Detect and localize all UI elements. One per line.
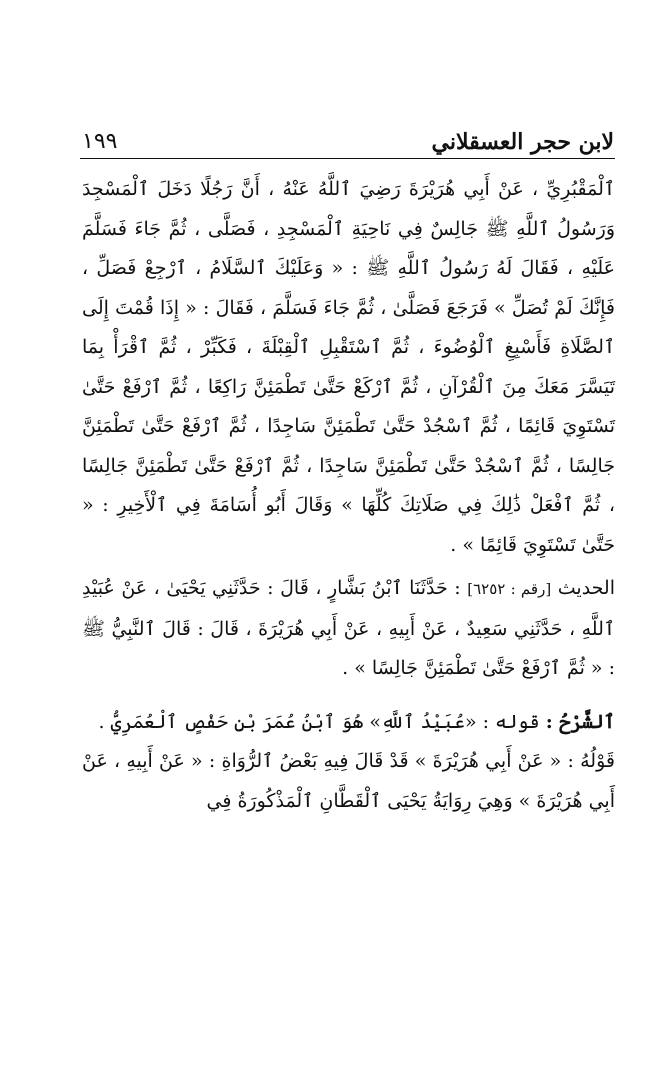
sharh-text: قوله : «عُبَيْدُ ٱللَّهِ» هُوَ ٱبْنُ عُمَرَ بْنِ حَفْصٍ ٱلْعُمَرِيُّ . — [98, 710, 540, 733]
hadith-6252-paragraph — [82, 569, 615, 689]
sharh-label: ٱلشَّرْحُ : — [545, 710, 615, 733]
qawluhu-paragraph: قَوْلُهُ : « عَنْ أَبِي هُرَيْرَةَ » قَدْ قَالَ فِيهِ بَعْضُ ٱلرُّوَاةِ : « عَنْ أَبِيهِ ، عَنْ أَبِي هُرَيْرَةَ » وَهِيَ رِوَايَةُ يَحْيَى ٱلْقَطَّانِ ٱلْمَذْكُورَةُ فِي — [82, 750, 615, 812]
running-title: لابن حجر العسقلاني — [431, 129, 614, 155]
hadith-number-ref: [رقم : ٦٢٥٢] — [467, 580, 552, 598]
hadith-main-paragraph: ٱلْمَقْبُرِيِّ ، عَنْ أَبِي هُرَيْرَةَ رَضِيَ ٱللَّهُ عَنْهُ ، أَنَّ رَجُلًا دَخَلَ ٱلْمَسْجِدَ وَرَسُولُ ٱللَّهِ ﷺ جَالِسٌ فِي نَاحِيَةِ ٱلْمَسْجِدِ ، فَصَلَّى ، ثُمَّ جَاءَ فَسَلَّمَ عَلَيْهِ ، فَقَالَ لَهُ رَسُولُ ٱللَّهِ ﷺ : « وَعَلَيْكَ ٱلسَّلَامُ ، ٱرْجِعْ فَصَلِّ ، فَإِنَّكَ لَمْ تُصَلِّ » فَرَجَعَ فَصَلَّىٰ ، ثُمَّ جَاءَ فَسَلَّمَ ، فَقَالَ : « إِذَا قُمْتَ إِلَى ٱلصَّلَاةِ فَأَسْبِغِ ٱلْوُضُوءَ ، ثُمَّ ٱسْتَقْبِلِ ٱلْقِبْلَةَ ، فَكَبِّرْ ، ثُمَّ ٱقْرَأْ بِمَا تَيَسَّرَ مَعَكَ مِنَ ٱلْقُرْآنِ ، ثُمَّ ٱرْكَعْ حَتَّىٰ تَطْمَئِنَّ رَاكِعًا ، ثُمَّ ٱرْفَعْ حَتَّىٰ تَسْتَوِيَ قَائِمًا ، ثُمَّ ٱسْجُدْ حَتَّىٰ تَطْمَئِنَّ سَاجِدًا ، ثُمَّ ٱرْفَعْ حَتَّىٰ تَطْمَئِنَّ جَالِسًا ، ثُمَّ ٱسْجُدْ حَتَّىٰ تَطْمَئِنَّ سَاجِدًا ، ثُمَّ ٱرْفَعْ حَتَّىٰ تَطْمَئِنَّ جَالِسًا ، ثُمَّ ٱفْعَلْ ذَٰلِكَ فِي صَلَاتِكَ كُلِّهَا » وَقَالَ أَبُو أُسَامَةَ فِي ٱلْأَخِيرِ : « حَتَّىٰ تَسْتَوِيَ قَائِمًا » . — [82, 178, 616, 556]
page-number: ١٩٩ — [82, 129, 118, 154]
sharh-paragraph — [82, 703, 615, 743]
body-text — [82, 170, 615, 821]
header-rule — [80, 158, 615, 159]
hadith-6252-text: : حَدَّثَنَا ٱبْنُ بَشَّارٍ ، قَالَ : حَدَّثَنِي يَحْيَىٰ ، عَنْ عُبَيْدِ ٱللَّهِ ، حَدَّثَنِي سَعِيدٌ ، عَنْ أَبِيهِ ، عَنْ أَبِي هُرَيْرَةَ ، قَالَ : قَالَ ٱلنَّبِيُّ ﷺ : « ثُمَّ ٱرْفَعْ حَتَّىٰ تَطْمَئِنَّ جَالِسًا » . — [82, 577, 615, 679]
hadith-label: الحديث — [557, 577, 616, 599]
page-header — [82, 113, 614, 157]
